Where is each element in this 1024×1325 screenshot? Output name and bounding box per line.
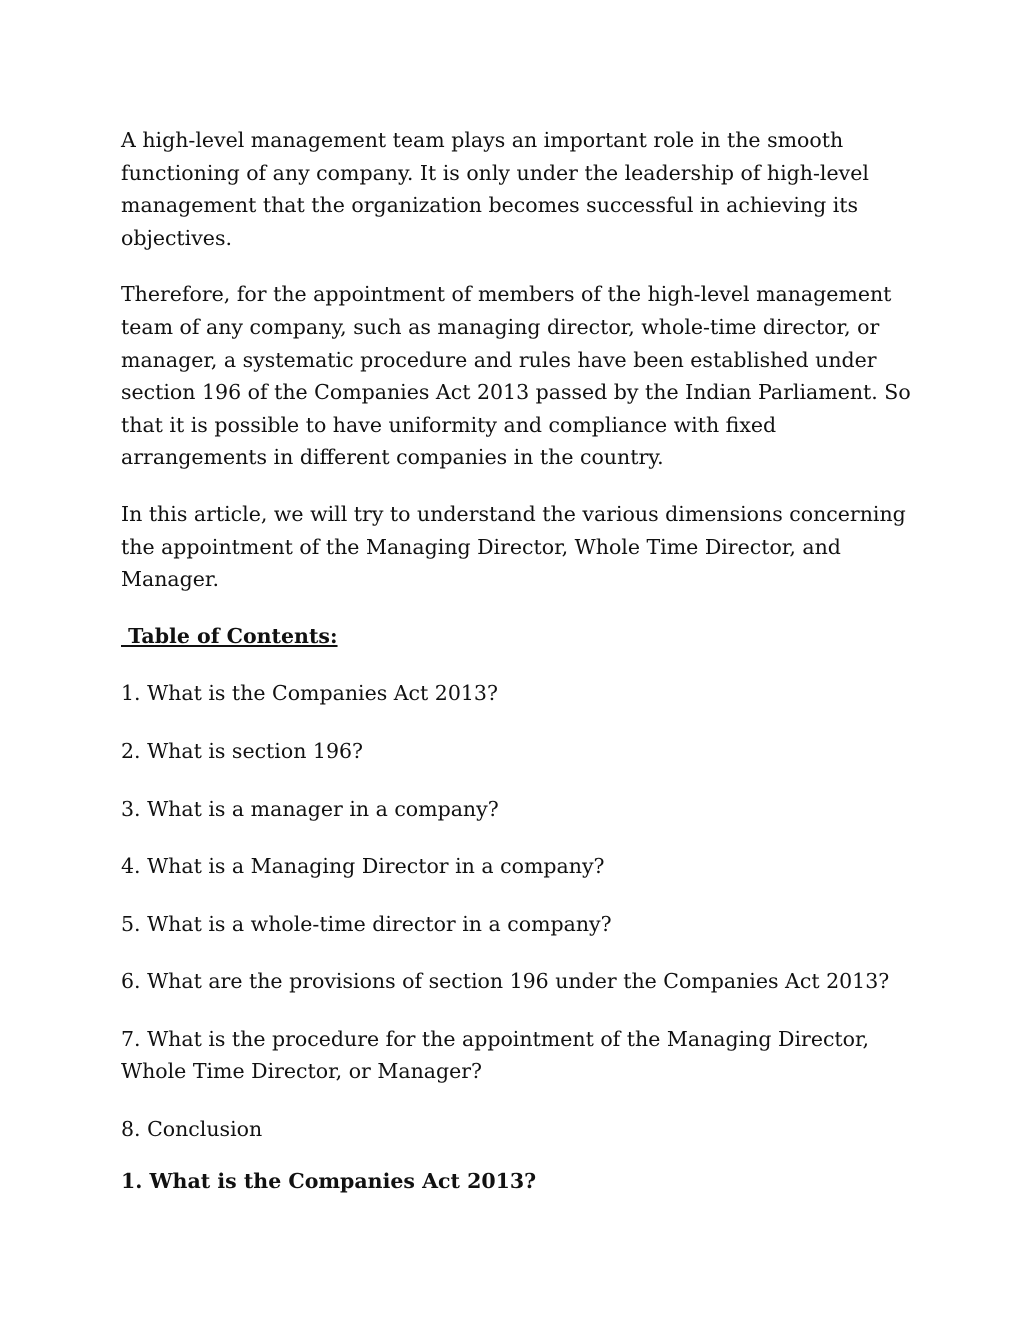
toc-item-3: 3. What is a manager in a company? bbox=[121, 796, 499, 821]
toc-item-7: 7. What is the procedure for the appointment of the Managing Director, Whole Time Director, or Manager? bbox=[121, 1026, 870, 1084]
section-heading: 1. What is the Companies Act 2013? bbox=[121, 1168, 537, 1193]
toc-item-2: 2. What is section 196? bbox=[121, 738, 364, 763]
toc-item-5: 5. What is a whole-time director in a company? bbox=[121, 911, 612, 936]
intro-paragraph-3: In this article, we will try to understand the various dimensions concerning the appointment of the Managing Director, Whole Time Director, and Manager. bbox=[121, 501, 906, 592]
toc-heading: Table of Contents: bbox=[121, 623, 338, 648]
toc-item-4: 4. What is a Managing Director in a company? bbox=[121, 854, 605, 879]
intro-paragraph-1: A high-level management team plays an important role in the smooth functioning of any company. It is only under the leadership of high-level management that the organization becomes successful in achieving its objectives. bbox=[121, 128, 869, 250]
document-page bbox=[121, 124, 921, 1197]
intro-paragraph-2: Therefore, for the appointment of members of the high-level management team of any company, such as managing director, whole-time director, or manager, a systematic procedure and rules have been established under section 196 of the Companies Act 2013 passed by the Indian Parliament. So that it is possible to have uniformity and compliance with fixed arrangements in different companies in the country. bbox=[121, 282, 911, 470]
toc-item-8: 8. Conclusion bbox=[121, 1117, 263, 1142]
toc-item-1: 1. What is the Companies Act 2013? bbox=[121, 681, 498, 706]
toc-item-6: 6. What are the provisions of section 196 under the Companies Act 2013? bbox=[121, 969, 890, 994]
